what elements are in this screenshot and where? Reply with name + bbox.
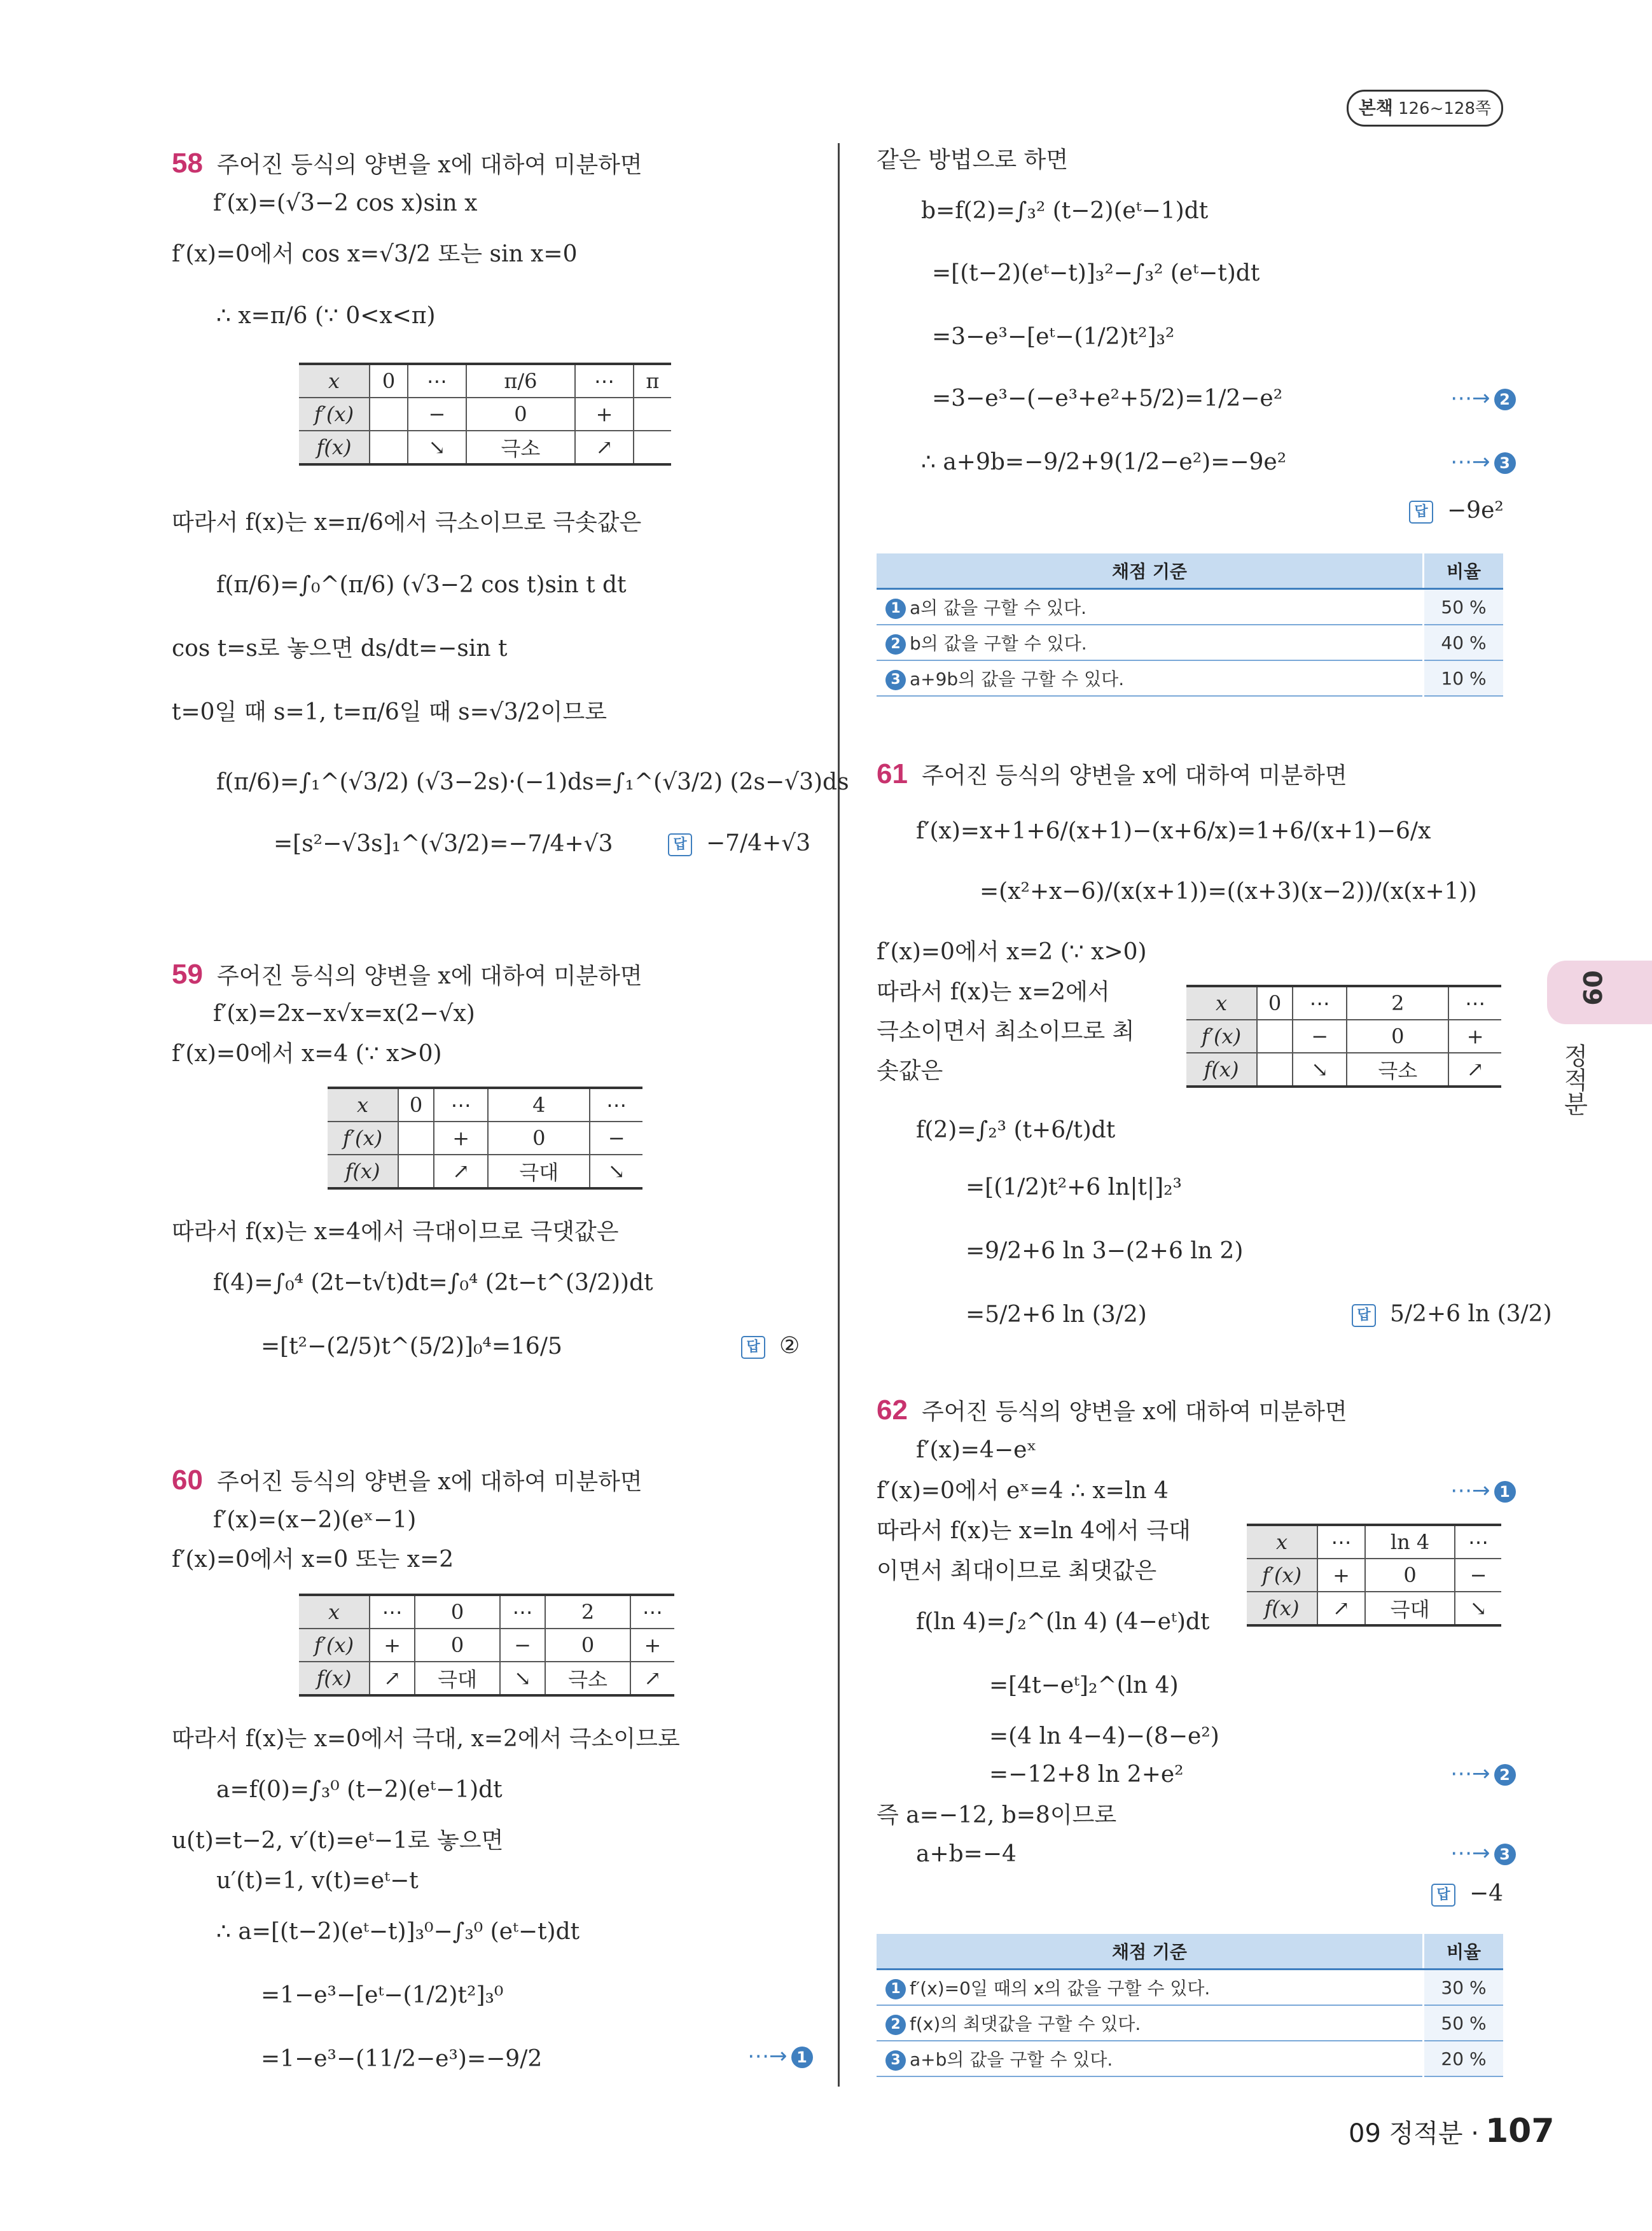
step-marker-2: ⋯→ 2 [1450,1761,1516,1786]
p58-line-intro: 58 주어진 등식의 양변을 x에 대하여 미분하면 [172,148,642,179]
problem-number: 60 [172,1464,203,1496]
grading-header-ratio: 비율 [1424,1934,1504,1970]
p61-line: 따라서 f(x)는 x=2에서 [877,979,1110,1005]
p61-answer: 답 5/2+6 ln (3/2) [1352,1301,1552,1327]
p58-line: f(π/6)=∫₁^(√3/2) (√3−2s)·(−1)ds=∫₁^(√3/2) (2s−√3)ds [216,769,849,795]
p58-line: ∴ x=π/6 (∵ 0<x<π) [216,303,436,329]
p60-line: ∴ a=[(t−2)(eᵗ−t)]₃⁰−∫₃⁰ (eᵗ−t)dt [216,1919,580,1945]
p60-cont-line: ∴ a+9b=−9/2+9(1/2−e²)=−9e² [921,449,1287,475]
p60-line: =1−e³−(11/2−e³)=−9/2 [261,2046,543,2072]
footer-chapter: 09 정적분 · [1349,2119,1479,2148]
grading-header: 채점 기준 [877,1934,1424,1970]
p61-line: f(2)=∫₂³ (t+6/t)dt [916,1117,1116,1143]
grading-row: 1 a의 값을 구할 수 있다. 50 % [877,589,1503,625]
badge-label: 본책 [1358,97,1393,118]
p62-sign-table: x ⋯ ln 4 ⋯ f′(x) + 0 − f(x) ↗ 극대 ↘ [1247,1524,1501,1627]
p61-line: =[(1/2)t²+6 ln|t|]₂³ [966,1174,1182,1200]
grading-row: 3 a+b의 값을 구할 수 있다. 20 % [877,2041,1503,2076]
p60-line: u(t)=t−2, v′(t)=eᵗ−1로 놓으면 [172,1828,504,1854]
answer-icon: 답 [668,833,692,856]
problem-number: 58 [172,148,203,179]
p60-line: f′(x)=0에서 x=0 또는 x=2 [172,1546,454,1573]
grading-row: 2 f(x)의 최댓값을 구할 수 있다. 50 % [877,2005,1503,2041]
p60-grading-table [877,553,1503,697]
answer-icon: 답 [1409,501,1433,524]
p62-line: f′(x)=0에서 eˣ=4 ∴ x=ln 4 [877,1478,1169,1504]
p58-sign-table: x 0 ⋯ π/6 ⋯ π f′(x) − 0 + f(x) ↘ 극소 ↗ [299,363,671,466]
p60-cont-line: =3−e³−[eᵗ−(1/2)t²]₃² [932,324,1175,350]
p60-answer: 답 −9e² [1409,497,1504,524]
p59-sign-table: x 0 ⋯ 4 ⋯ f′(x) + 0 − f(x) ↗ 극대 ↘ [328,1087,642,1190]
p62-line: 따라서 f(x)는 x=ln 4에서 극대 [877,1518,1191,1544]
step-marker-3: ⋯→ 3 [1450,1840,1516,1866]
p62-line-intro: 62 주어진 등식의 양변을 x에 대하여 미분하면 [877,1394,1347,1426]
answer-icon: 답 [741,1336,765,1359]
p60-line: 따라서 f(x)는 x=0에서 극대, x=2에서 극소이므로 [172,1726,680,1752]
p61-line: =(x²+x−6)/(x(x+1))=((x+3)(x−2))/(x(x+1)) [980,879,1477,905]
p62-line: =(4 ln 4−4)−(8−e²) [989,1723,1219,1749]
p62-line: f(ln 4)=∫₂^(ln 4) (4−eᵗ)dt [916,1609,1210,1635]
p58-line: f(π/6)=∫₀^(π/6) (√3−2 cos t)sin t dt [216,572,627,598]
page-footer [1349,2112,1555,2150]
page-reference-badge [1347,90,1503,127]
step-marker-1: ⋯→ 1 [747,2043,813,2069]
chapter-side-title: 정적분 [1560,1043,1588,1116]
p60-cont-line: =[(t−2)(eᵗ−t)]₃²−∫₃² (eᵗ−t)dt [932,260,1260,286]
p62-line: 즉 a=−12, b=8이므로 [877,1802,1117,1828]
p61-sign-table: x 0 ⋯ 2 ⋯ f′(x) − 0 + f(x) ↘ 극소 ↗ [1186,985,1501,1088]
p58-line: t=0일 때 s=1, t=π/6일 때 s=√3/2이므로 [172,699,607,725]
p61-line: f′(x)=x+1+6/(x+1)−(x+6/x)=1+6/(x+1)−6/x [916,818,1431,844]
column-divider [838,143,840,2087]
p59-answer: 답 ② [741,1333,800,1359]
p61-line: =5/2+6 ln (3/2) [966,1302,1147,1328]
p58-line: 따라서 f(x)는 x=π/6에서 극소이므로 극솟값은 [172,510,642,536]
p61-line-intro: 61 주어진 등식의 양변을 x에 대하여 미분하면 [877,758,1347,789]
p62-line: =[4t−eᵗ]₂^(ln 4) [989,1672,1179,1699]
p62-line: f′(x)=4−eˣ [916,1437,1037,1463]
problem-number: 62 [877,1394,908,1426]
p59-line: f′(x)=2x−x√x=x(2−√x) [213,1001,475,1027]
p61-line: f′(x)=0에서 x=2 (∵ x>0) [877,939,1147,965]
p58-line: f′(x)=0에서 cos x=√3/2 또는 sin x=0 [172,241,578,267]
step-marker-3: ⋯→ 3 [1450,449,1516,475]
p58-line: f′(x)=(√3−2 cos x)sin x [213,190,478,216]
p61-line: =9/2+6 ln 3−(2+6 ln 2) [966,1238,1244,1264]
p60-line: f′(x)=(x−2)(eˣ−1) [213,1507,417,1533]
p58-line: =[s²−√3s]₁^(√3/2)=−7/4+√3 [274,831,613,857]
p59-line: f(4)=∫₀⁴ (2t−t√t)dt=∫₀⁴ (2t−t^(3/2))dt [213,1270,653,1296]
p60-line-intro: 60 주어진 등식의 양변을 x에 대하여 미분하면 [172,1464,642,1496]
p60-cont-line: b=f(2)=∫₃² (t−2)(eᵗ−1)dt [921,198,1209,224]
p62-grading-table [877,1934,1503,2077]
problem-number: 61 [877,758,908,789]
p59-line: f′(x)=0에서 x=4 (∵ x>0) [172,1041,442,1067]
p60-line: u′(t)=1, v(t)=eᵗ−t [216,1868,419,1894]
p58-line: cos t=s로 놓으면 ds/dt=−sin t [172,636,508,662]
p61-line: 솟값은 [877,1058,943,1084]
p61-line: 극소이면서 최소이므로 최 [877,1018,1135,1045]
chapter-number: 09 [1577,970,1606,1006]
p60-cont-line: 같은 방법으로 하면 [877,147,1069,173]
p59-line-intro: 59 주어진 등식의 양변을 x에 대하여 미분하면 [172,959,642,990]
problem-number: 59 [172,959,203,990]
grading-row: 3 a+9b의 값을 구할 수 있다. 10 % [877,660,1503,696]
badge-pages: 126~128쪽 [1398,99,1492,118]
p60-cont-line: =3−e³−(−e³+e²+5/2)=1/2−e² [932,386,1283,412]
grading-header-ratio: 비율 [1424,553,1504,589]
p60-line: a=f(0)=∫₃⁰ (t−2)(eᵗ−1)dt [216,1777,503,1803]
p59-line: 따라서 f(x)는 x=4에서 극대이므로 극댓값은 [172,1219,619,1245]
step-marker-1: ⋯→ 1 [1450,1478,1516,1503]
grading-row: 2 b의 값을 구할 수 있다. 40 % [877,625,1503,660]
answer-icon: 답 [1431,1884,1455,1907]
grading-header: 채점 기준 [877,553,1424,589]
page-number: 107 [1485,2112,1555,2150]
p60-sign-table: x ⋯ 0 ⋯ 2 ⋯ f′(x) + 0 − 0 + f(x) ↗ 극대 ↘ 극소 ↗ [299,1594,674,1697]
p58-answer: 답 −7/4+√3 [668,830,810,856]
chapter-side-tab [1547,961,1652,1024]
p62-line: a+b=−4 [916,1841,1017,1867]
p59-line: =[t²−(2/5)t^(5/2)]₀⁴=16/5 [261,1333,562,1359]
p62-answer: 답 −4 [1431,1880,1503,1907]
p60-line: =1−e³−[eᵗ−(1/2)t²]₃⁰ [261,1982,504,2008]
answer-icon: 답 [1352,1304,1376,1327]
grading-row: 1 f′(x)=0일 때의 x의 값을 구할 수 있다. 30 % [877,1970,1503,2006]
step-marker-2: ⋯→ 2 [1450,386,1516,411]
p62-line: =−12+8 ln 2+e² [989,1762,1184,1788]
p62-line: 이면서 최대이므로 최댓값은 [877,1558,1157,1584]
